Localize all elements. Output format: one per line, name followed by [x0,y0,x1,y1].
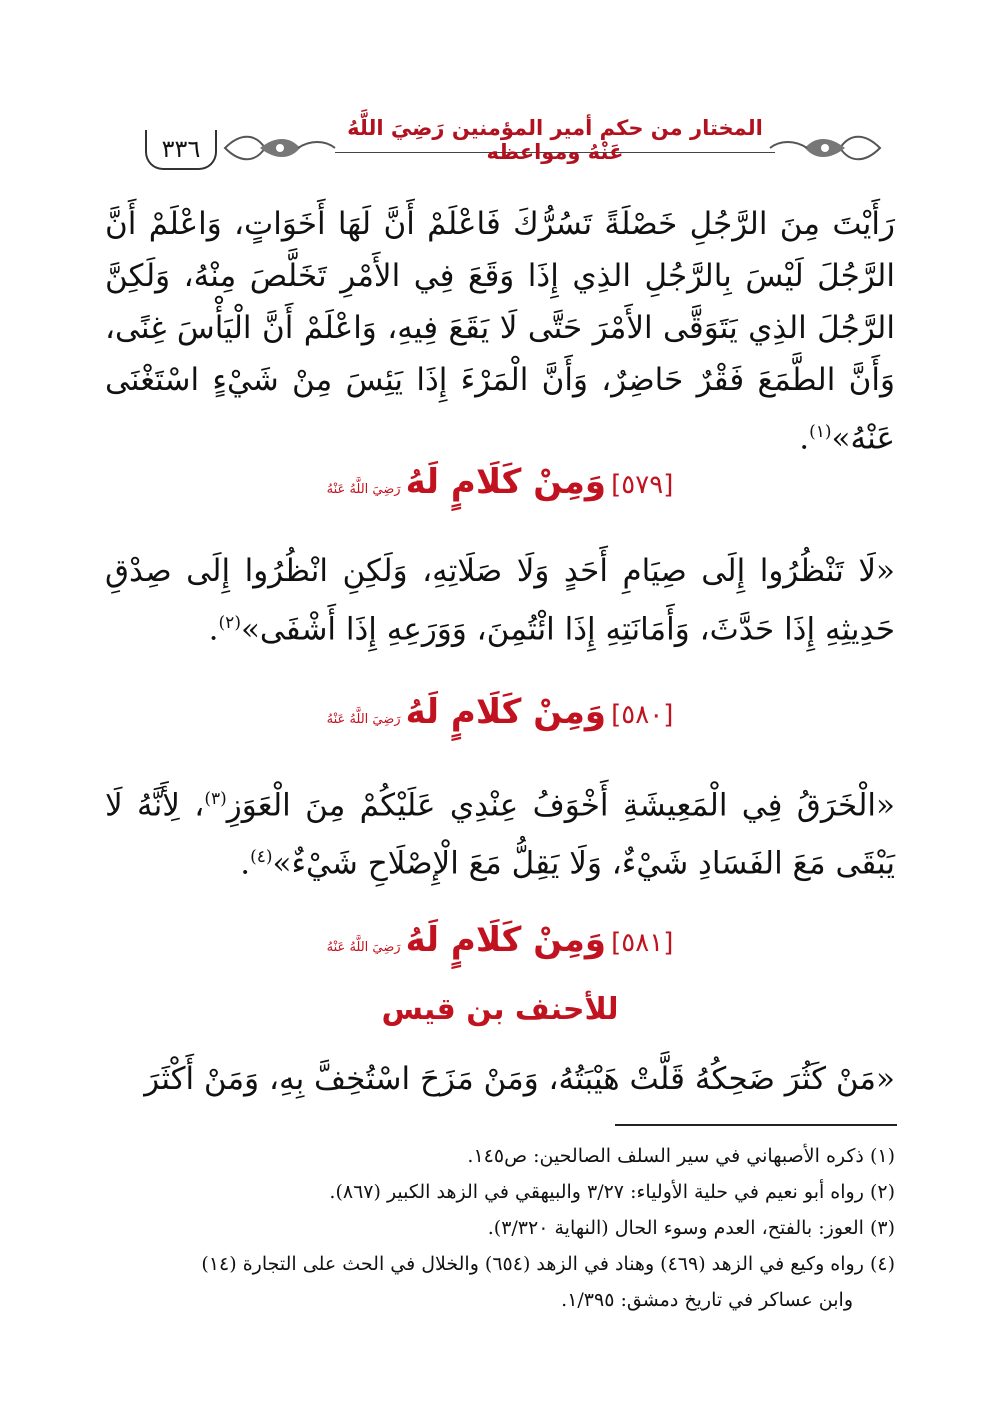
section-title: وَمِنْ كَلَامٍ لَهُ [405,920,607,960]
footnote-ref-1[interactable]: (١) [809,422,832,442]
paragraph-2-text: «لَا تَنْظُرُوا إِلَى صِيَامِ أَحَدٍ وَلَا صَلَاتِهِ، وَلَكِنِ انْظُرُوا إِلَى صِدْقِ حَدِيثِهِ إِذَا حَدَّثَ، وَأَمَانَتِهِ إِذَا ائْتُمِنَ، وَوَرَعِهِ إِذَا أَشْفَى» [105,553,895,648]
section-heading-580 [105,692,895,732]
running-header [100,108,900,188]
paragraph-4 [105,1053,895,1105]
page-number: ٣٣٦ [145,130,217,170]
footnote-ref-2[interactable]: (٢) [218,613,241,633]
paragraph-3-text-a: «الْخَرَقُ فِي الْمَعِيشَةِ أَخْوَفُ عِنْدِي عَلَيْكُمْ مِنَ الْعَوَزِ [226,787,895,824]
footnote-text: العوز: بالفتح، العدم وسوء الحال (النهاية ٣/٣٢٠). [487,1217,864,1239]
paragraph-2-end: . [208,611,219,648]
section-heading-579 [105,462,895,502]
paragraph-3-text-b: ، لِأَنَّهُ لَا يَبْقَى مَعَ الفَسَادِ شَيْءٌ، وَلَا يَقِلُّ مَعَ الْإِصْلَاحِ شَيْءٌ» [105,787,895,882]
footnote-ref-4[interactable]: (٤) [250,847,273,868]
honorific: رَضِيَ اللَّهُ عَنْهُ [326,940,401,955]
paragraph-1-text: رَأَيْتَ مِنَ الرَّجُلِ خَصْلَةً تَسُرُّكَ فَاعْلَمْ أَنَّ لَهَا أَخَوَاتٍ، وَاعْلَمْ أَنَّ الرَّجُلَ لَيْسَ بِالرَّجُلِ الذِي إِذَا وَقَعَ فِي الأَمْرِ تَخَلَّصَ مِنْهُ، وَلَكِنَّ الرَّجُلَ الذِي يَتَوَقَّى الأَمْرَ حَتَّى لَا يَقَعَ فِيهِ، وَاعْلَمْ أَنَّ الْيَأْسَ غِنًى، وَأَنَّ الطَّمَعَ فَقْرٌ حَاضِرٌ، وَأَنَّ الْمَرْءَ إِذَا يَئِسَ مِنْ شَيْءٍ اسْتَغْنَى عَنْهُ» [105,206,895,457]
left-ornament-icon [220,128,340,168]
footnote-rule [615,1124,897,1126]
footnote-marker: (٢) [869,1181,895,1203]
footnote-marker: (١) [869,1145,895,1167]
footnote-3 [100,1210,895,1246]
paragraph-1-end: . [799,420,810,457]
footnote-marker: (٤) [869,1253,895,1275]
section-number: [٥٧٩] [611,470,674,500]
section-title: وَمِنْ كَلَامٍ لَهُ [405,462,607,502]
paragraph-1 [105,198,895,464]
footnote-1 [100,1138,895,1174]
footnote-2 [100,1174,895,1210]
footnote-text: رواه وكيع في الزهد (٤٦٩) وهناد في الزهد (٦٥٤) والخلال في الحث على التجارة (١٤) [201,1253,864,1275]
footnote-text: ذكره الأصبهاني في سير السلف الصالحين: ص١٤٥. [467,1145,864,1167]
section-number: [٥٨١] [611,928,674,958]
footnote-4-continuation: وابن عساكر في تاريخ دمشق: ١/٣٩٥. [561,1289,853,1311]
section-title: وَمِنْ كَلَامٍ لَهُ [405,692,607,732]
paragraph-2 [105,545,895,655]
section-heading-581 [105,920,895,960]
honorific: رَضِيَ اللَّهُ عَنْهُ [326,482,401,497]
honorific: رَضِيَ اللَّهُ عَنْهُ [326,712,401,727]
paragraph-3 [105,773,895,890]
footnote-4 [100,1246,895,1282]
footnotes [100,1138,895,1318]
footnote-text: رواه أبو نعيم في حلية الأولياء: ٣/٢٧ والبيهقي في الزهد الكبير (٨٦٧). [329,1181,864,1203]
section-subtitle: للأحنف بن قيس [381,992,619,1027]
section-number: [٥٨٠] [611,700,674,730]
paragraph-3-end: . [240,845,251,882]
footnote-marker: (٣) [869,1217,895,1239]
header-title: المختار من حكم أمير المؤمنين رَضِيَ اللَّهُ عَنْهُ ومواعظه [347,116,763,164]
paragraph-4-text: «مَنْ كَثُرَ ضَحِكُهُ قَلَّتْ هَيْبَتُهُ، وَمَنْ مَزَحَ اسْتُخِفَّ بِهِ، وَمَنْ أَكْثَرَ [144,1061,895,1097]
right-ornament-icon [765,128,885,168]
footnote-ref-3[interactable]: (٣) [204,789,227,809]
